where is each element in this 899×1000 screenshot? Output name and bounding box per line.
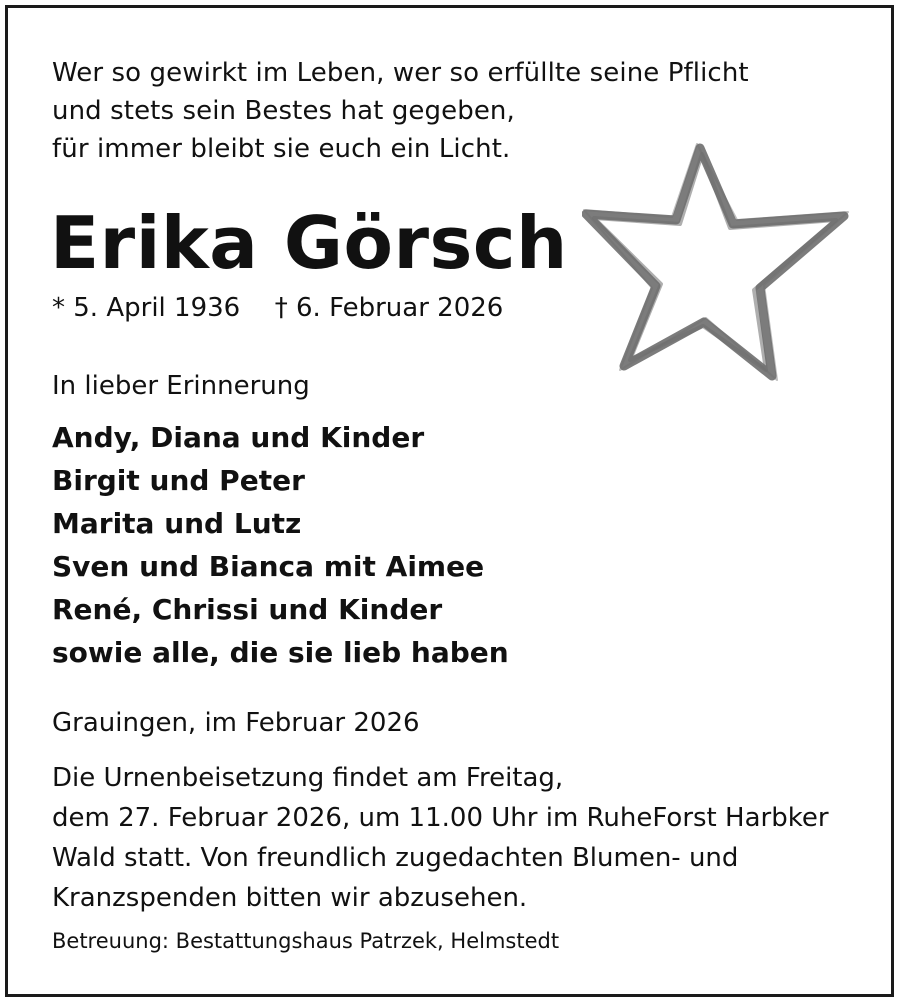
ceremony-line: Die Urnenbeisetzung findet am Freitag, xyxy=(52,763,564,793)
mourner-line: Sven und Bianca mit Aimee xyxy=(52,550,485,583)
place-date: Grauingen, im Februar 2026 xyxy=(52,708,420,738)
verse-line-3: für immer bleibt sie euch ein Licht. xyxy=(52,134,511,164)
verse-line-2: und stets sein Bestes hat gegeben, xyxy=(52,96,515,126)
star-icon xyxy=(582,138,850,386)
ceremony-line: Wald statt. Von freundlich zugedachten Blumen- und xyxy=(52,843,739,873)
life-dates xyxy=(52,293,503,323)
ceremony-line: dem 27. Februar 2026, um 11.00 Uhr im RuheForst Harbker xyxy=(52,803,829,833)
mourner-line: sowie alle, die sie lieb haben xyxy=(52,636,509,669)
mourner-line: Marita und Lutz xyxy=(52,507,302,540)
mourner-line: René, Chrissi und Kinder xyxy=(52,593,443,626)
ceremony-line: Kranzspenden bitten wir abzusehen. xyxy=(52,883,528,913)
verse-line-1: Wer so gewirkt im Leben, wer so erfüllte seine Pflicht xyxy=(52,58,749,88)
death-date: † 6. Februar 2026 xyxy=(274,293,504,323)
mourner-line: Andy, Diana und Kinder xyxy=(52,421,425,454)
mourner-line: Birgit und Peter xyxy=(52,464,305,497)
birth-date: * 5. April 1936 xyxy=(52,293,241,323)
funeral-home-credit: Betreuung: Bestattungshaus Patrzek, Helmstedt xyxy=(52,929,560,953)
deceased-name: Erika Görsch xyxy=(50,201,568,285)
remembrance-intro: In lieber Erinnerung xyxy=(52,371,310,401)
